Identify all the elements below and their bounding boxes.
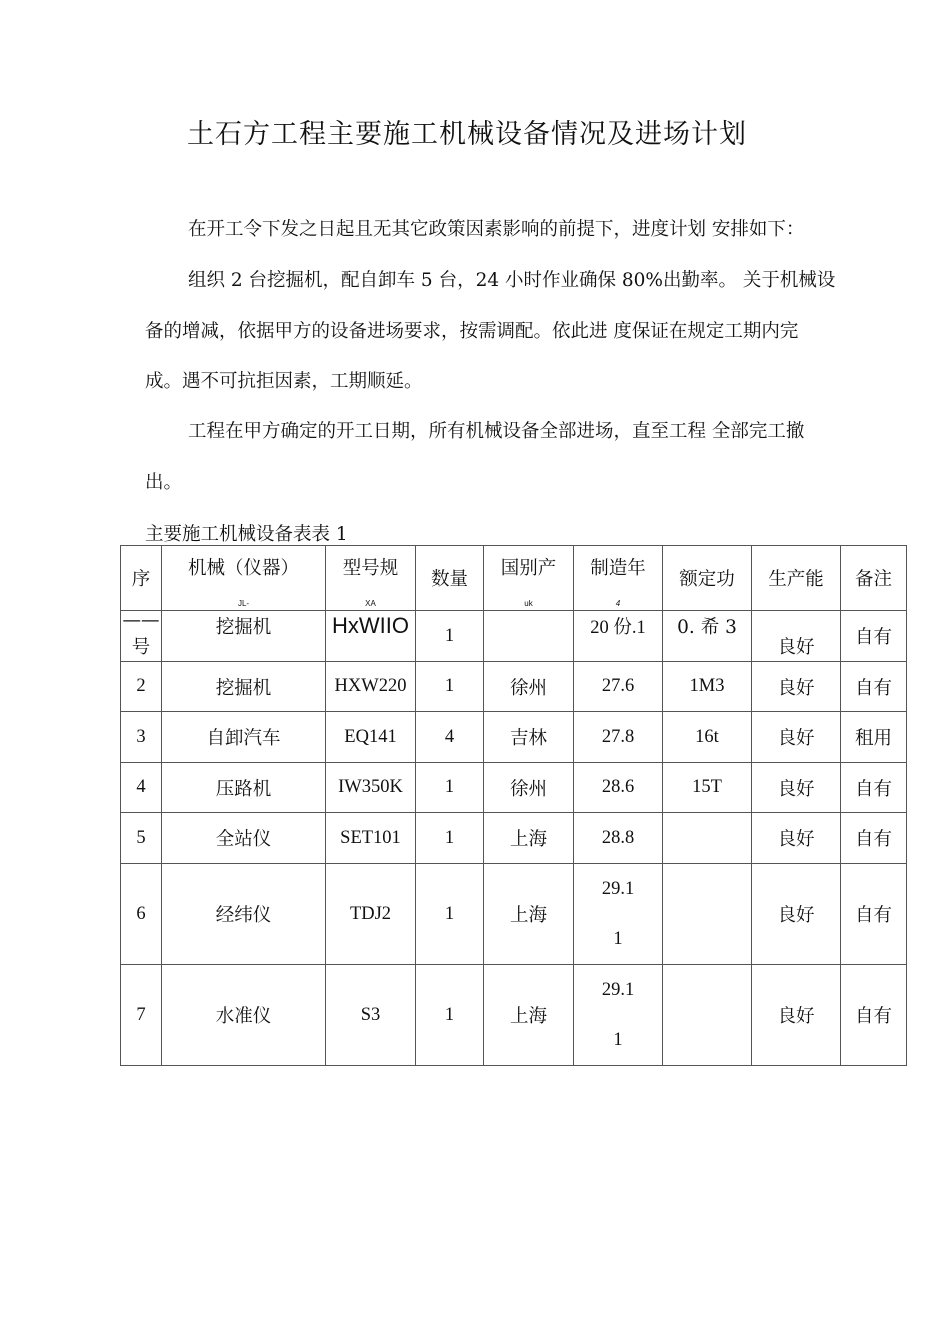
cell-country: 上海 [484,965,574,1066]
cell-model: HXW220 [326,662,416,712]
cell-year: 27.6 [574,662,663,712]
cell-capacity: 良好 [752,611,841,662]
cell-note: 自有 [841,864,907,965]
cell-note: 自有 [841,763,907,813]
cell-capacity: 良好 [752,763,841,813]
cell-capacity: 良好 [752,712,841,763]
cell-year: 29.1 1 [574,864,663,965]
cell-year: 20 份.1 [574,611,663,662]
cell-machine: 全站仪 [162,813,326,864]
header-capacity: 生产能 [752,546,841,611]
cell-qty: 1 [416,864,484,965]
cell-model: HxWIIO [326,611,416,662]
cell-qty: 1 [416,611,484,662]
equipment-table [120,545,907,1066]
table-row [121,813,907,864]
header-qty: 数量 [416,546,484,611]
paragraph-line: 备的增减，依据甲方的设备进场要求，按需调配。依此进 度保证在规定工期内完 [145,321,799,342]
header-power: 额定功 [663,546,752,611]
cell-country: 吉林 [484,712,574,763]
header-seq: 序 [121,546,162,611]
cell-seq: 4 [121,763,162,813]
cell-note: 自有 [841,965,907,1066]
table-row [121,763,907,813]
cell-country: 上海 [484,813,574,864]
cell-power [663,813,752,864]
table-row [121,611,907,662]
cell-model: EQ141 [326,712,416,763]
header-year: 制造年 4 [574,546,663,611]
cell-qty: 1 [416,662,484,712]
cell-power: 1M3 [663,662,752,712]
cell-seq: 3 [121,712,162,763]
paragraph-line: 出。 [145,472,183,493]
header-machine: 机械（仪器） JL- [162,546,326,611]
cell-note: 自有 [841,813,907,864]
page-title: 土石方工程主要施工机械设备情况及进场计划 [187,119,747,150]
cell-capacity: 良好 [752,813,841,864]
paragraph-line: 工程在甲方确定的开工日期，所有机械设备全部进场，直至工程 全部完工撤 [188,421,805,442]
cell-note: 自有 [841,662,907,712]
cell-qty: 1 [416,965,484,1066]
cell-model: SET101 [326,813,416,864]
table-row [121,712,907,763]
cell-country: 上海 [484,864,574,965]
cell-qty: 1 [416,813,484,864]
cell-power [663,864,752,965]
cell-qty: 4 [416,712,484,763]
cell-seq: 2 [121,662,162,712]
table-row [121,965,907,1066]
cell-model: S3 [326,965,416,1066]
cell-power: 15T [663,763,752,813]
paragraph-line: 组织 2 台挖掘机，配自卸车 5 台，24 小时作业确保 80%出勤率。 关于机械设 [188,270,836,291]
paragraph-line: 在开工令下发之日起且无其它政策因素影响的前提下，进度计划 安排如下： [188,219,805,240]
cell-machine: 经纬仪 [162,864,326,965]
cell-seq: 7 [121,965,162,1066]
paragraph-line: 成。遇不可抗拒因素，工期顺延。 [145,371,423,392]
table-row [121,662,907,712]
cell-capacity: 良好 [752,662,841,712]
cell-country: 徐州 [484,662,574,712]
header-model: 型号规 XA [326,546,416,611]
cell-machine: 水准仪 [162,965,326,1066]
cell-capacity: 良好 [752,965,841,1066]
cell-power: 16t [663,712,752,763]
cell-country [484,611,574,662]
cell-year: 29.1 1 [574,965,663,1066]
cell-year: 28.8 [574,813,663,864]
header-country: 国别产 uk [484,546,574,611]
cell-year: 27.8 [574,712,663,763]
header-note: 备注 [841,546,907,611]
cell-power [663,965,752,1066]
table-header-row [121,546,907,611]
cell-machine: 挖掘机 [162,611,326,662]
cell-note: 自有 [841,611,907,662]
cell-country: 徐州 [484,763,574,813]
cell-model: IW350K [326,763,416,813]
cell-machine: 压路机 [162,763,326,813]
cell-machine: 挖掘机 [162,662,326,712]
cell-note: 租用 [841,712,907,763]
cell-seq: —— 号 [121,611,162,662]
cell-machine: 自卸汽车 [162,712,326,763]
cell-seq: 6 [121,864,162,965]
table-row [121,864,907,965]
cell-qty: 1 [416,763,484,813]
cell-seq: 5 [121,813,162,864]
cell-power: 0. 希 3 [663,611,752,662]
cell-model: TDJ2 [326,864,416,965]
table-caption: 主要施工机械设备表表 1 [145,524,348,545]
cell-capacity: 良好 [752,864,841,965]
cell-year: 28.6 [574,763,663,813]
